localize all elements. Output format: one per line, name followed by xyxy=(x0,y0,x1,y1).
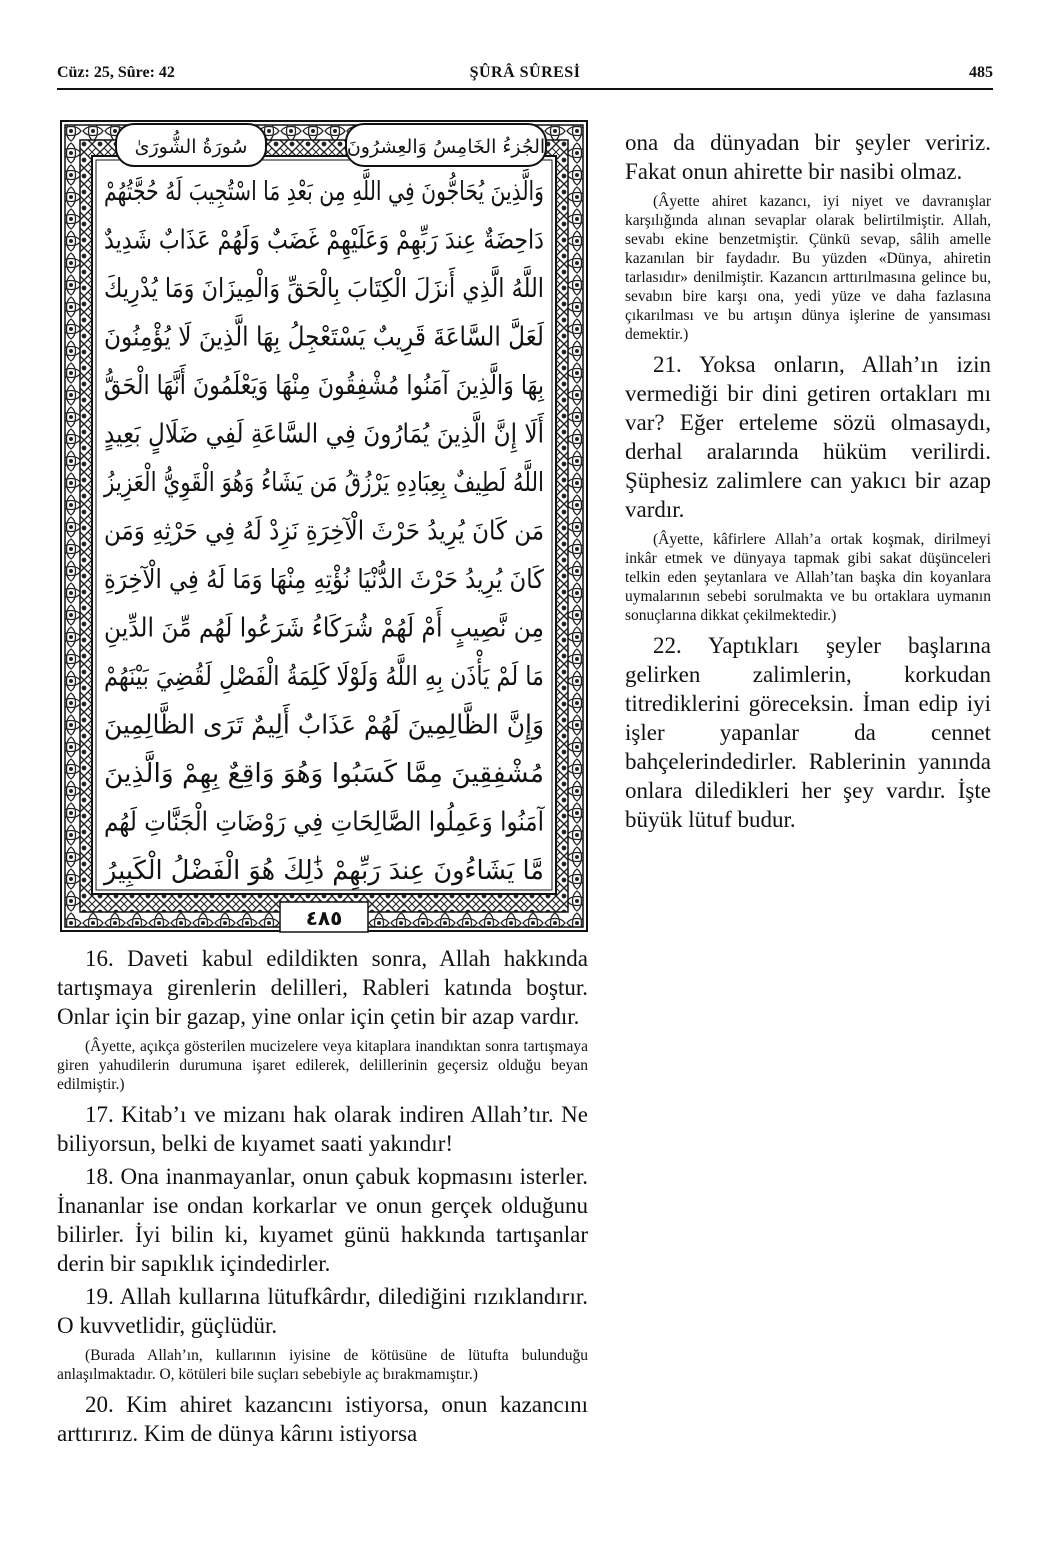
surah-title: ŞÛRÂ SÛRESİ xyxy=(469,64,581,81)
verse-translation: 21. Yoksa onların, Allah’ın izin vermediği bir dini getiren ortakları mı var? Eğer erteleme sözü olmasaydı, derhal aralarında hüküm verilirdi. Şüphesiz zalimlere can yakıcı bir azap vardır. xyxy=(625,352,991,522)
verse-continuation: ona da dünyadan bir şeyler veririz. Fakat onun ahirette bir nasibi olmaz. xyxy=(625,130,991,184)
juz-surah-label: Cüz: 25, Sûre: 42 xyxy=(57,64,175,81)
right-text-column xyxy=(625,124,991,834)
verse-translation: 16. Daveti kabul edildikten sonra, Allah hakkında tartışmaya girenlerin delilleri, Rableri katında boştur. Onlar için bir gazap, yine onlar için çetin bir azap vardır. xyxy=(57,946,588,1029)
page-number-medallion xyxy=(280,902,368,932)
commentary-note: (Âyette, kâfirlere Allah’a ortak koşmak, dirilmeyi inkâr etmek ve dünyaya tapmak gibi sakat düşünceleri telkin eden şeytanlara ve Allah’tan başka din koyanlara uymalarının sebebi sorulmakta ve bu ortaklara uymanın sonuçlarına dikkat çekilmektedir.) xyxy=(625,531,991,624)
mushaf-svg xyxy=(60,120,667,932)
mushaf-page-number: ٤٨٥ xyxy=(305,906,343,930)
commentary-note: (Âyette ahiret kazancı, iyi niyet ve davranışlar karşılığında alınan sevaplar olarak belirtilmiştir. Allah, sevabı ekine benzetmiştir. Çünkü sevap, sâlih amelle kazanılan bir faydadır. Bu yüzden «Dünya, ahiretin tarlasıdır» denilmiştir. Kazancın arttırılmasına gelince bu, sevabın bire karşı ona, yedi yüze ve daha fazlasına çıkarılması ve bu artışın dünya işlerine de yansıması demektir.) xyxy=(625,193,991,343)
arabic-line: مُشْفِقِينَ مِمَّا كَسَبُوا وَهُوَ وَاقِعٌ بِهِمْ وَالَّذِينَ xyxy=(104,759,537,789)
header-rule xyxy=(57,88,993,90)
arabic-line: اللَّهُ الَّذِي أَنزَلَ الْكِتَابَ بِالْحَقِّ وَالْمِيزَانَ وَمَا يُدْرِيكَ xyxy=(104,274,616,304)
juz-cartouche xyxy=(346,124,546,166)
verse-translation: 18. Ona inanmayanlar, onun çabuk kopmasını isterler. İnananlar ise ondan korkarlar ve onun gerçek olduğunu bilirler. İyi bilin ki, kıyamet günü hakkında tartışanlar derin bir sapıklık içindedirler. xyxy=(57,1164,588,1276)
verse-translation: 19. Allah kullarına lütufkârdır, dilediğini rızıklandırır. O kuvvetlidir, güçlüdür. xyxy=(57,1284,588,1338)
arabic-line: كَانَ يُرِيدُ حَرْثَ الدُّنْيَا نُؤْتِهِ مِنْهَا وَمَا لَهُ فِي الْآخِرَةِ xyxy=(104,565,607,595)
arabic-line: مَن كَانَ يُرِيدُ حَرْثَ الْآخِرَةِ نَزِدْ لَهُ فِي حَرْثِهِ وَمَن xyxy=(104,516,602,547)
arabic-line: مَا لَمْ يَأْذَن بِهِ اللَّهُ وَلَوْلَا كَلِمَةُ الْفَصْلِ لَقُضِيَ بَيْنَهُمْ xyxy=(104,662,617,692)
verse-translation: 17. Kitab’ı ve mizanı hak olarak indiren Allah’tır. Ne biliyorsun, belki de kıyamet saati yakındır! xyxy=(57,1102,588,1156)
page-header xyxy=(57,62,993,88)
arabic-line: اللَّهُ لَطِيفٌ بِعِبَادِهِ يَرْزُقُ مَن يَشَاءُ وَهُوَ الْقَوِيُّ الْعَزِيزُ xyxy=(104,468,637,498)
arabic-line: آمَنُوا وَعَمِلُوا الصَّالِحَاتِ فِي رَوْضَاتِ الْجَنَّاتِ لَهُم xyxy=(104,807,602,838)
arabic-line: وَإِنَّ الظَّالِمِينَ لَهُمْ عَذَابٌ أَلِيمٌ تَرَى الظَّالِمِينَ xyxy=(104,710,563,741)
mushaf-page xyxy=(60,120,667,932)
juz-label: الجُزءُ الخَامِسُ وَالعِشرُونَ xyxy=(346,136,546,158)
left-text-column xyxy=(57,940,588,1448)
commentary-note: (Âyette, açıkça gösterilen mucizelere veya kitaplara inandıktan sonra tartışmaya giren yahudilerin durumuna işaret edilerek, delillerinin geçersiz olduğu beyan edilmiştir.) xyxy=(57,1038,588,1093)
verse-translation: 22. Yaptıkları şeyler başlarına gelirken zalimlerin, korkudan titrediklerini göreceksin. İman edip iyi işler yapanlar da cennet bahçelerindedirler. Rablerinin yanında onlara diledikleri her şey vardır. İşte büyük lütuf budur. xyxy=(625,633,991,832)
arabic-line: لَعَلَّ السَّاعَةَ قَرِيبٌ يَسْتَعْجِلُ بِهَا الَّذِينَ لَا يُؤْمِنُونَ xyxy=(104,322,598,353)
arabic-line: مَّا يَشَاءُونَ عِندَ رَبِّهِمْ ذَٰلِكَ هُوَ الْفَضْلُ الْكَبِيرُ xyxy=(104,856,551,886)
surah-cartouche xyxy=(116,124,266,166)
arabic-line: بِهَا وَالَّذِينَ آمَنُوا مُشْفِقُونَ مِنْهَا وَيَعْلَمُونَ أَنَّهَا الْحَقُّ xyxy=(104,371,622,401)
arabic-line: وَالَّذِينَ يُحَاجُّونَ فِي اللَّهِ مِن بَعْدِ مَا اسْتُجِيبَ لَهُ حُجَّتُهُمْ xyxy=(104,177,667,207)
arabic-lines xyxy=(102,167,667,890)
page-number: 485 xyxy=(969,64,993,81)
arabic-line: دَاحِضَةٌ عِندَ رَبِّهِمْ وَعَلَيْهِمْ غَضَبٌ وَلَهُمْ عَذَابٌ شَدِيدٌ xyxy=(104,225,622,256)
surah-label: سُورَةُ الشُّورَىٰ xyxy=(134,136,248,158)
arabic-line: أَلَا إِنَّ الَّذِينَ يُمَارُونَ فِي السَّاعَةِ لَفِي ضَلَالٍ بَعِيدٍ xyxy=(104,419,600,450)
verse-translation: 20. Kim ahiret kazancını istiyorsa, onun kazancını arttırırız. Kim de dünya kârını istiyorsa xyxy=(57,1392,588,1446)
arabic-line: مِن نَّصِيبٍ أَمْ لَهُمْ شُرَكَاءُ شَرَعُوا لَهُم مِّنَ الدِّينِ xyxy=(104,613,596,644)
commentary-note: (Burada Allah’ın, kullarının iyisine de kötüsüne de lütufta bulunduğu anlaşılmaktadır. O, kötüleri bile suçları sebebiyle aç bırakmamıştır.) xyxy=(57,1347,588,1383)
